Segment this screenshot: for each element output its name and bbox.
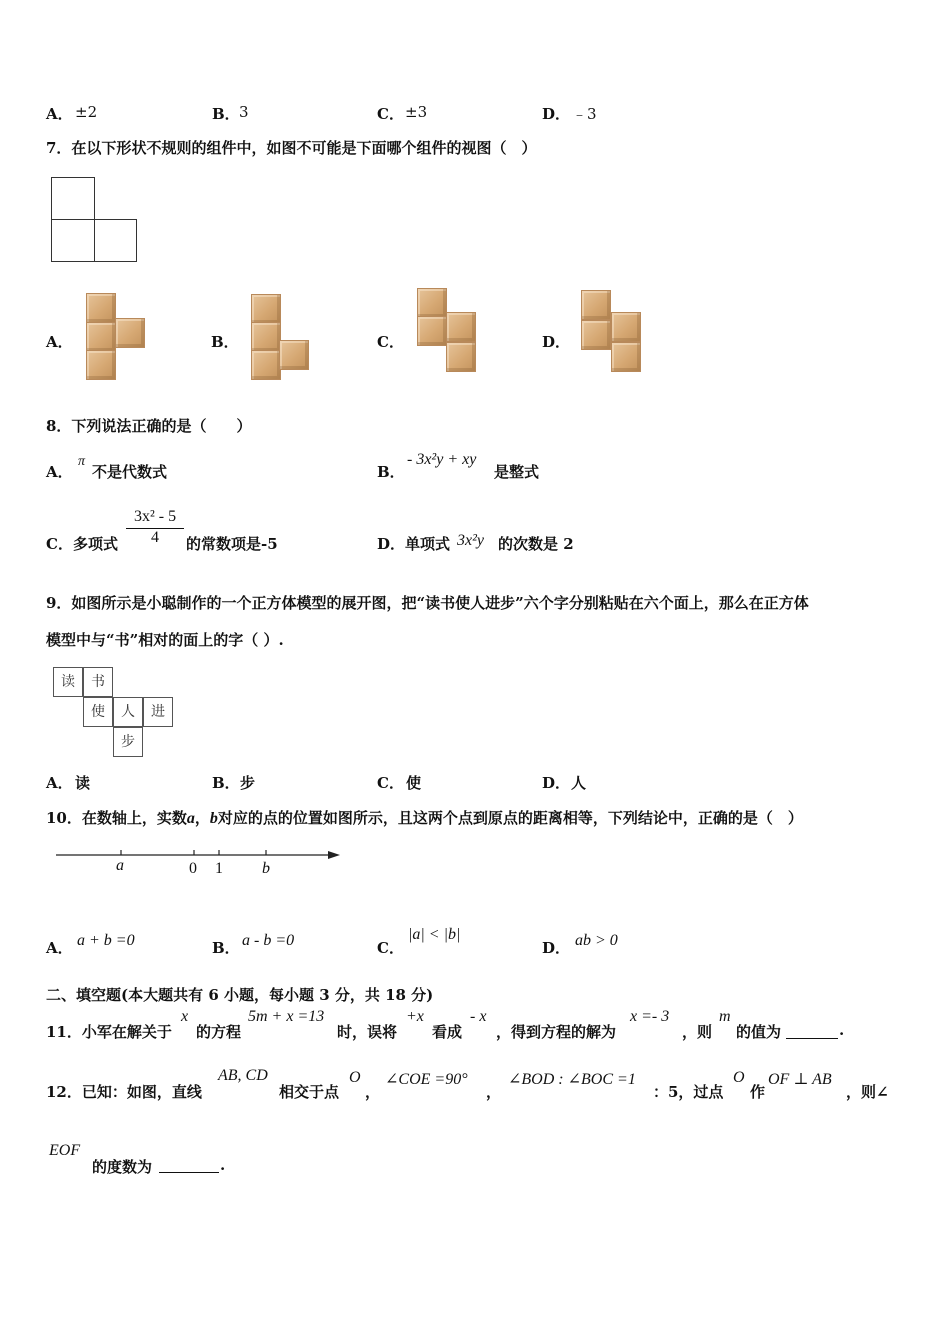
view-square-bottom-right xyxy=(94,219,137,262)
q10-option-b-math: a - b =0 xyxy=(242,932,295,949)
cube xyxy=(611,312,641,342)
q11-text-2: 的方程 xyxy=(196,1023,242,1041)
net-cell: 步 xyxy=(113,727,143,757)
q9-option-b-letter: B． xyxy=(212,774,240,792)
q11-text-5: ，得到方程的解为 xyxy=(496,1023,617,1041)
q9-option-b-text: 步 xyxy=(240,774,256,792)
q9-option-c-text: 使 xyxy=(406,774,422,792)
q9-stem-line1: 9．如图所示是小聪制作的一个正方体模型的展开图，把“读书使人进步”六个字分别粘贴在六个面上，那么在正方体 xyxy=(46,594,809,612)
q11-math-plus-x: +x xyxy=(406,1008,424,1025)
q9-stem-line2: 模型中与“书”相对的面上的字（ ）. xyxy=(46,631,284,649)
q8-option-c-fraction xyxy=(126,508,184,547)
q8-option-b-text: 是整式 xyxy=(494,463,540,481)
q12-math-eof: EOF xyxy=(49,1142,81,1159)
cube xyxy=(251,322,281,352)
q8-option-a-math: π xyxy=(78,454,86,469)
q11-text-4: 看成 xyxy=(432,1023,463,1041)
number-line-svg xyxy=(50,842,350,882)
q12-answer-blank xyxy=(159,1158,219,1173)
q9-option-a-text: 读 xyxy=(75,774,91,792)
q10-option-a-math: a + b =0 xyxy=(77,932,135,949)
q12-text-3: ， xyxy=(365,1083,381,1101)
q6-option-c-text: ±3 xyxy=(405,103,428,121)
q8-option-d-math: 3x²y xyxy=(457,532,484,549)
q8-option-b-math: - 3x²y + xy xyxy=(407,451,477,468)
cube xyxy=(581,320,611,350)
q8-option-c-text: 的常数项是-5 xyxy=(186,535,278,553)
q12-text-9: . xyxy=(220,1156,226,1174)
q11-text-7: 的值为 xyxy=(736,1023,782,1041)
net-cell: 书 xyxy=(83,667,113,697)
q12-math-lines: AB, CD xyxy=(218,1067,268,1084)
q6-option-a-letter: A． xyxy=(46,105,73,123)
q12-math-o-2: O xyxy=(733,1069,745,1086)
q6-option-b-text: 3 xyxy=(239,103,249,121)
q10-stem-post: 对应的点的位置如图所示，且这两个点到原点的距离相等，下列结论中，正确的是（ ） xyxy=(217,809,803,827)
q8-option-d-text: 的次数是 2 xyxy=(498,535,574,553)
q12-text-5: ：5，过点 xyxy=(653,1083,724,1101)
q7-stem: 7．在以下形状不规则的组件中，如图不可能是下面哪个组件的视图（ ） xyxy=(46,139,537,157)
cube xyxy=(86,350,116,380)
q11-math-minus-x: - x xyxy=(470,1008,487,1025)
q8-option-a-label: A． xyxy=(46,463,73,481)
axis-label-1: 1 xyxy=(215,860,223,877)
q10-stem xyxy=(46,807,803,828)
cube xyxy=(446,342,476,372)
cube xyxy=(611,342,641,372)
cube xyxy=(581,290,611,320)
cube xyxy=(417,288,447,318)
net-cell: 读 xyxy=(53,667,83,697)
q9-option-d-text: 人 xyxy=(571,774,587,792)
net-cell: 进 xyxy=(143,697,173,727)
q10-option-c-math: |a| < |b| xyxy=(408,926,461,943)
cube xyxy=(417,316,447,346)
q10-stem-pre: 10．在数轴上，实数 xyxy=(46,809,187,827)
axis-label-b: b xyxy=(262,860,270,877)
q9-option-c-letter: C． xyxy=(377,774,404,792)
q10-var-a: a xyxy=(186,810,195,827)
q11-answer-blank xyxy=(786,1024,838,1039)
q10-option-b-letter: B． xyxy=(212,939,240,957)
fraction-numerator: 3x² - 5 xyxy=(126,508,184,529)
q11-text-8: . xyxy=(839,1021,845,1039)
q11-math-solution: x =- 3 xyxy=(630,1008,670,1025)
q12-text-4: ， xyxy=(486,1083,502,1101)
section-2-heading: 二、填空题(本大题共有 6 小题，每小题 3 分，共 18 分) xyxy=(46,986,434,1004)
q6-option-c-letter: C． xyxy=(377,105,404,123)
q12-math-o: O xyxy=(349,1069,361,1086)
cube xyxy=(251,350,281,380)
number-line-arrow xyxy=(328,851,340,859)
q11-math-x: x xyxy=(181,1008,189,1025)
q12-text-7: ，则∠ xyxy=(846,1083,889,1101)
q6-option-d-text: ﹣3 xyxy=(572,105,597,123)
q7-option-a-label: A． xyxy=(46,333,73,351)
cube xyxy=(86,322,116,352)
axis-label-0: 0 xyxy=(189,860,197,877)
q12-math-angle-coe: ∠COE =90° xyxy=(385,1071,468,1088)
q6-option-d-letter: D． xyxy=(542,105,571,123)
cube xyxy=(279,340,309,370)
q9-option-d-letter: D． xyxy=(542,774,571,792)
net-cell: 人 xyxy=(113,697,143,727)
view-square-top xyxy=(51,177,95,220)
q8-option-a-text: 不是代数式 xyxy=(92,463,168,481)
q8-option-d-label: D．单项式 xyxy=(377,535,451,553)
q10-option-d-math: ab > 0 xyxy=(575,932,618,949)
q10-option-a-letter: A． xyxy=(46,939,73,957)
q12-math-perpendicular: OF ⊥ AB xyxy=(768,1071,832,1088)
cube xyxy=(446,312,476,342)
q6-option-b-letter: B． xyxy=(212,105,240,123)
q11-math-equation: 5m + x =13 xyxy=(248,1008,325,1025)
axis-label-a: a xyxy=(116,857,124,874)
q11-text-6: ，则 xyxy=(682,1023,713,1041)
q12-text-1: 12．已知：如图，直线 xyxy=(46,1083,202,1101)
q10-option-c-letter: C． xyxy=(377,939,404,957)
q7-option-b-label: B． xyxy=(211,333,239,351)
q6-option-a-text: ±2 xyxy=(75,103,98,121)
q8-stem: 8．下列说法正确的是（ ） xyxy=(46,417,252,435)
q12-text-6: 作 xyxy=(750,1083,766,1101)
q8-option-b-label: B． xyxy=(377,463,405,481)
q11-text-1: 11．小军在解关于 xyxy=(46,1023,172,1041)
q12-text-8: 的度数为 xyxy=(92,1158,153,1176)
q11-text-3: 时，误将 xyxy=(337,1023,398,1041)
q10-option-d-letter: D． xyxy=(542,939,571,957)
q7-option-d-label: D． xyxy=(542,333,571,351)
cube xyxy=(115,318,145,348)
q12-text-2: 相交于点 xyxy=(279,1083,340,1101)
q10-stem-comma: ， xyxy=(194,809,210,827)
q10-var-b: b xyxy=(209,810,218,827)
cube xyxy=(86,293,116,323)
cube xyxy=(251,294,281,324)
q12-math-ratio: ∠BOD : ∠BOC =1 xyxy=(508,1071,636,1088)
fraction-denominator: 4 xyxy=(151,529,159,546)
q11-math-m: m xyxy=(719,1008,731,1025)
q7-option-c-label: C． xyxy=(377,333,404,351)
q8-option-c-label: C．多项式 xyxy=(46,535,118,553)
view-square-bottom-left xyxy=(51,219,95,262)
q9-option-a-letter: A． xyxy=(46,774,73,792)
net-cell: 使 xyxy=(83,697,113,727)
